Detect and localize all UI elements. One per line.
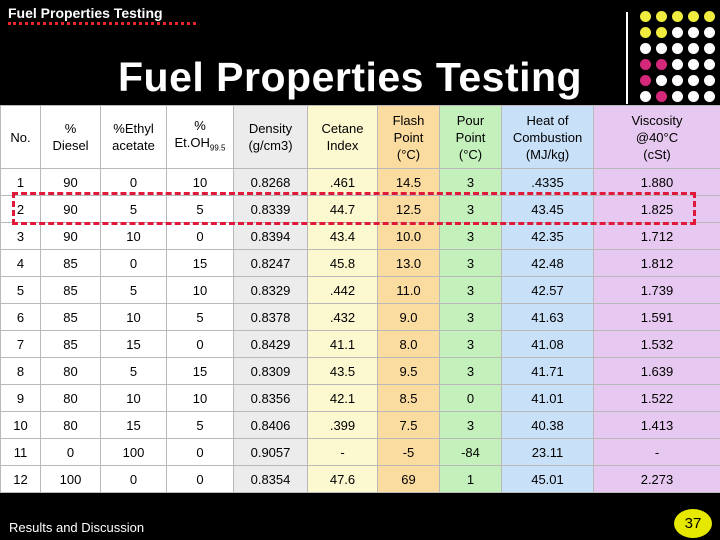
- decorative-dot: [704, 91, 715, 102]
- cell-flash-point: 8.5: [378, 385, 440, 412]
- cell-no: 6: [1, 304, 41, 331]
- cell-diesel: 100: [41, 466, 101, 493]
- cell-flash-point: 11.0: [378, 277, 440, 304]
- header-density: Density (g/cm3): [234, 106, 308, 169]
- cell-density: 0.8339: [234, 196, 308, 223]
- decorative-dot: [688, 27, 699, 38]
- cell-ethanol: 15: [167, 358, 234, 385]
- cell-ethanol: 10: [167, 277, 234, 304]
- decorative-dot: [656, 27, 667, 38]
- cell-pour-point: 0: [440, 385, 502, 412]
- header-heat-of-combustion: Heat of Combustion (MJ/kg): [502, 106, 594, 169]
- cell-diesel: 90: [41, 169, 101, 196]
- header-no: No.: [1, 106, 41, 169]
- decorative-dot-grid: [640, 11, 718, 105]
- cell-heat-of-combustion: 23.11: [502, 439, 594, 466]
- cell-diesel: 80: [41, 385, 101, 412]
- cell-no: 5: [1, 277, 41, 304]
- cell-ethanol: 10: [167, 385, 234, 412]
- cell-density: 0.8429: [234, 331, 308, 358]
- cell-heat-of-combustion: 42.57: [502, 277, 594, 304]
- decorative-dot: [640, 75, 651, 86]
- cell-heat-of-combustion: .4335: [502, 169, 594, 196]
- cell-no: 11: [1, 439, 41, 466]
- decorative-dot: [656, 43, 667, 54]
- cell-diesel: 90: [41, 223, 101, 250]
- table-row: [1, 385, 720, 412]
- decorative-dot: [672, 27, 683, 38]
- cell-ethanol: 0: [167, 331, 234, 358]
- page-number-badge: 37: [674, 509, 712, 538]
- cell-no: 2: [1, 196, 41, 223]
- cell-diesel: 0: [41, 439, 101, 466]
- table-row: [1, 358, 720, 385]
- decorative-dot: [704, 27, 715, 38]
- cell-viscosity: 1.880: [594, 169, 720, 196]
- cell-flash-point: -5: [378, 439, 440, 466]
- cell-pour-point: 3: [440, 331, 502, 358]
- cell-ethyl-acetate: 10: [101, 304, 167, 331]
- cell-heat-of-combustion: 42.48: [502, 250, 594, 277]
- cell-diesel: 85: [41, 304, 101, 331]
- title-underline: [8, 22, 196, 25]
- cell-heat-of-combustion: 43.45: [502, 196, 594, 223]
- cell-heat-of-combustion: 41.01: [502, 385, 594, 412]
- cell-heat-of-combustion: 41.71: [502, 358, 594, 385]
- cell-pour-point: 3: [440, 304, 502, 331]
- cell-viscosity: 2.273: [594, 466, 720, 493]
- cell-density: 0.8378: [234, 304, 308, 331]
- cell-pour-point: 3: [440, 169, 502, 196]
- table-header-row: [1, 106, 720, 169]
- highlight-box: [12, 192, 696, 225]
- decorative-dot: [672, 59, 683, 70]
- cell-cetane-index: 47.6: [308, 466, 378, 493]
- decorative-dot: [656, 75, 667, 86]
- header-ethyl-acetate: %Ethyl acetate: [101, 106, 167, 169]
- cell-pour-point: 3: [440, 250, 502, 277]
- cell-flash-point: 13.0: [378, 250, 440, 277]
- cell-heat-of-combustion: 45.01: [502, 466, 594, 493]
- cell-diesel: 80: [41, 358, 101, 385]
- cell-viscosity: 1.591: [594, 304, 720, 331]
- cell-cetane-index: 44.7: [308, 196, 378, 223]
- page-title: Fuel Properties Testing: [118, 54, 583, 100]
- cell-viscosity: 1.739: [594, 277, 720, 304]
- decorative-dot: [640, 91, 651, 102]
- cell-flash-point: 10.0: [378, 223, 440, 250]
- decorative-dot: [688, 91, 699, 102]
- cell-no: 8: [1, 358, 41, 385]
- cell-cetane-index: .461: [308, 169, 378, 196]
- cell-ethanol: 5: [167, 196, 234, 223]
- cell-pour-point: 3: [440, 223, 502, 250]
- slide-section-title: Fuel Properties Testing: [8, 5, 163, 21]
- cell-cetane-index: 41.1: [308, 331, 378, 358]
- cell-cetane-index: 43.4: [308, 223, 378, 250]
- cell-ethanol: 0: [167, 466, 234, 493]
- cell-density: 0.8268: [234, 169, 308, 196]
- cell-cetane-index: .432: [308, 304, 378, 331]
- cell-no: 1: [1, 169, 41, 196]
- cell-no: 12: [1, 466, 41, 493]
- cell-ethyl-acetate: 0: [101, 250, 167, 277]
- cell-ethyl-acetate: 5: [101, 277, 167, 304]
- cell-cetane-index: 45.8: [308, 250, 378, 277]
- cell-viscosity: 1.825: [594, 196, 720, 223]
- cell-density: 0.8329: [234, 277, 308, 304]
- cell-no: 7: [1, 331, 41, 358]
- cell-ethyl-acetate: 0: [101, 466, 167, 493]
- header-ethanol: % $Et.OH_{99.5}$: [167, 106, 234, 169]
- cell-ethanol: 5: [167, 304, 234, 331]
- cell-viscosity: -: [594, 439, 720, 466]
- footer-section-label: Results and Discussion: [9, 520, 145, 535]
- cell-cetane-index: -: [308, 439, 378, 466]
- decorative-dot: [688, 11, 699, 22]
- cell-ethyl-acetate: 15: [101, 331, 167, 358]
- cell-no: 10: [1, 412, 41, 439]
- fuel-properties-table: [0, 105, 720, 493]
- cell-diesel: 85: [41, 331, 101, 358]
- decorative-dot: [688, 75, 699, 86]
- cell-cetane-index: 43.5: [308, 358, 378, 385]
- cell-cetane-index: .442: [308, 277, 378, 304]
- table-row: [1, 412, 720, 439]
- cell-viscosity: 1.812: [594, 250, 720, 277]
- decorative-dot: [672, 11, 683, 22]
- cell-density: 0.8394: [234, 223, 308, 250]
- cell-flash-point: 69: [378, 466, 440, 493]
- cell-density: 0.8356: [234, 385, 308, 412]
- cell-heat-of-combustion: 41.08: [502, 331, 594, 358]
- cell-viscosity: 1.712: [594, 223, 720, 250]
- header-diesel: % Diesel: [41, 106, 101, 169]
- cell-density: 0.8406: [234, 412, 308, 439]
- cell-flash-point: 14.5: [378, 169, 440, 196]
- cell-diesel: 85: [41, 250, 101, 277]
- decorative-dot: [704, 43, 715, 54]
- cell-pour-point: 1: [440, 466, 502, 493]
- decorative-dot: [688, 59, 699, 70]
- decorative-dot: [656, 91, 667, 102]
- table-row: [1, 277, 720, 304]
- cell-ethyl-acetate: 100: [101, 439, 167, 466]
- cell-flash-point: 7.5: [378, 412, 440, 439]
- decorative-dot: [656, 11, 667, 22]
- cell-ethyl-acetate: 5: [101, 196, 167, 223]
- cell-viscosity: 1.532: [594, 331, 720, 358]
- cell-density: 0.9057: [234, 439, 308, 466]
- cell-no: 9: [1, 385, 41, 412]
- decorative-dot: [672, 75, 683, 86]
- table-row: [1, 439, 720, 466]
- cell-pour-point: 3: [440, 412, 502, 439]
- cell-heat-of-combustion: 42.35: [502, 223, 594, 250]
- table-row: [1, 223, 720, 250]
- header-pour-point: Pour Point (°C): [440, 106, 502, 169]
- cell-cetane-index: 42.1: [308, 385, 378, 412]
- cell-ethyl-acetate: 10: [101, 385, 167, 412]
- cell-ethanol: 5: [167, 412, 234, 439]
- decorative-dot: [640, 27, 651, 38]
- cell-density: 0.8247: [234, 250, 308, 277]
- header-flash-point: Flash Point (°C): [378, 106, 440, 169]
- cell-heat-of-combustion: 40.38: [502, 412, 594, 439]
- decorative-dot: [640, 11, 651, 22]
- cell-viscosity: 1.639: [594, 358, 720, 385]
- table-row: [1, 304, 720, 331]
- cell-pour-point: 3: [440, 358, 502, 385]
- cell-flash-point: 12.5: [378, 196, 440, 223]
- cell-cetane-index: .399: [308, 412, 378, 439]
- cell-diesel: 80: [41, 412, 101, 439]
- cell-diesel: 90: [41, 196, 101, 223]
- cell-flash-point: 9.5: [378, 358, 440, 385]
- cell-heat-of-combustion: 41.63: [502, 304, 594, 331]
- cell-ethanol: 0: [167, 439, 234, 466]
- cell-diesel: 85: [41, 277, 101, 304]
- decorative-dot: [640, 43, 651, 54]
- cell-ethyl-acetate: 15: [101, 412, 167, 439]
- decorative-dot: [640, 59, 651, 70]
- cell-ethanol: 15: [167, 250, 234, 277]
- decorative-dot: [688, 43, 699, 54]
- cell-no: 4: [1, 250, 41, 277]
- header-cetane-index: Cetane Index: [308, 106, 378, 169]
- decorative-dot: [704, 75, 715, 86]
- table-row: [1, 331, 720, 358]
- cell-ethyl-acetate: 5: [101, 358, 167, 385]
- cell-pour-point: 3: [440, 277, 502, 304]
- vertical-divider: [626, 12, 628, 104]
- cell-viscosity: 1.413: [594, 412, 720, 439]
- table-row: [1, 250, 720, 277]
- header-viscosity: Viscosity @40°C (cSt): [594, 106, 720, 169]
- cell-pour-point: -84: [440, 439, 502, 466]
- cell-flash-point: 9.0: [378, 304, 440, 331]
- table-row: [1, 466, 720, 493]
- cell-density: 0.8354: [234, 466, 308, 493]
- decorative-dot: [672, 91, 683, 102]
- decorative-dot: [672, 43, 683, 54]
- decorative-dot: [656, 59, 667, 70]
- cell-pour-point: 3: [440, 196, 502, 223]
- cell-viscosity: 1.522: [594, 385, 720, 412]
- cell-ethyl-acetate: 0: [101, 169, 167, 196]
- decorative-dot: [704, 59, 715, 70]
- cell-no: 3: [1, 223, 41, 250]
- cell-density: 0.8309: [234, 358, 308, 385]
- cell-ethanol: 0: [167, 223, 234, 250]
- cell-ethyl-acetate: 10: [101, 223, 167, 250]
- cell-ethanol: 10: [167, 169, 234, 196]
- decorative-dot: [704, 11, 715, 22]
- cell-flash-point: 8.0: [378, 331, 440, 358]
